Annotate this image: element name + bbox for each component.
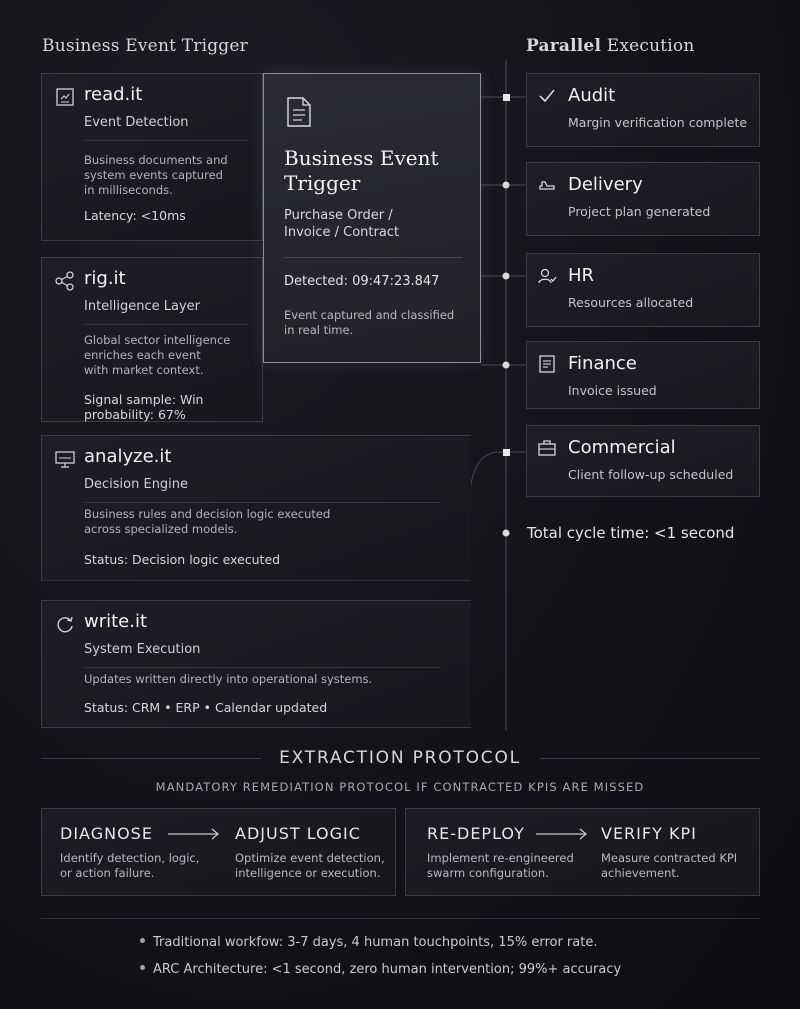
desc-line: achievement.	[601, 866, 680, 880]
step-desc	[601, 851, 737, 881]
users-icon	[537, 266, 557, 286]
stage-name: rig.it	[84, 268, 126, 289]
node-audit	[503, 94, 510, 101]
step-diagnose: DIAGNOSE	[60, 824, 153, 843]
divider	[84, 502, 441, 503]
desc-line: in milliseconds.	[84, 183, 173, 197]
stage-meta: Status: CRM • ERP • Calendar updated	[84, 700, 328, 715]
divider-bottom	[41, 918, 760, 919]
share-nodes-icon	[54, 270, 76, 292]
comparison-text: ARC Architecture: <1 second, zero human intervention; 99%+ accuracy	[153, 962, 622, 977]
total-cycle-time: Total cycle time: <1 second	[527, 524, 735, 542]
trigger-title-line: Trigger	[284, 171, 361, 195]
stage-name: analyze.it	[84, 446, 172, 467]
trigger-title-line: Business Event	[284, 146, 439, 170]
protocol-subtitle: MANDATORY REMEDIATION PROTOCOL IF CONTRACTED KPIS ARE MISSED	[155, 780, 645, 794]
stage-description	[84, 507, 330, 537]
node-finance	[503, 362, 510, 369]
bullet-dot	[140, 938, 145, 943]
parallel-name: Commercial	[568, 437, 676, 458]
parallel-subtitle: Invoice issued	[568, 383, 657, 398]
divider	[284, 257, 462, 258]
parallel-card-audit	[526, 73, 760, 147]
protocol-box-left	[41, 808, 396, 896]
bullet-dot	[140, 965, 145, 970]
divider	[84, 667, 441, 668]
parallel-card-finance	[526, 341, 760, 409]
desc-line: intelligence or execution.	[235, 866, 381, 880]
stage-card-read	[41, 73, 263, 241]
desc-line: across specialized models.	[84, 522, 238, 536]
node-total	[503, 530, 510, 537]
stage-name: read.it	[84, 84, 143, 105]
chart-icon	[54, 86, 76, 108]
right-title-bold: Parallel	[526, 36, 602, 56]
node-hr	[503, 273, 510, 280]
stage-description	[84, 153, 228, 198]
stage-meta: Latency: <10ms	[84, 208, 186, 223]
parallel-name: Audit	[568, 85, 616, 106]
parallel-subtitle: Margin verification complete	[568, 115, 748, 130]
desc-line: system events captured	[84, 168, 223, 182]
check-icon	[537, 86, 557, 106]
stage-meta: Signal sample: Win probability: 67%	[84, 392, 204, 422]
briefcase-icon	[537, 438, 557, 458]
parallel-card-delivery	[526, 162, 760, 236]
stage-description	[84, 333, 230, 378]
step-desc	[60, 851, 199, 881]
left-column-title: Business Event Trigger	[42, 36, 248, 56]
desc-line: Business rules and decision logic executed	[84, 507, 331, 521]
right-title-rest: Execution	[601, 36, 695, 56]
business-event-trigger-card	[263, 73, 481, 363]
parallel-subtitle: Project plan generated	[568, 204, 711, 219]
detected-timestamp: Detected: 09:47:23.847	[284, 274, 440, 289]
monitor-icon	[54, 448, 76, 470]
caption-line: in real time.	[284, 323, 354, 337]
step-desc	[427, 851, 574, 881]
stage-card-rig	[41, 257, 263, 422]
invoice-icon	[537, 354, 557, 374]
refresh-icon	[54, 613, 76, 635]
stage-description	[84, 672, 372, 687]
stage-meta: Status: Decision logic executed	[84, 552, 281, 567]
protocol-title: EXTRACTION PROTOCOL	[279, 748, 521, 768]
parallel-name: Finance	[568, 353, 637, 374]
desc-line: swarm configuration.	[427, 866, 549, 880]
step-redeploy: RE-DEPLOY	[427, 824, 525, 843]
caption-line: Event captured and classified	[284, 308, 455, 322]
desc-line: Global sector intelligence	[84, 333, 231, 347]
stage-subtitle: Event Detection	[84, 115, 189, 130]
stage-name: write.it	[84, 611, 148, 632]
divider	[84, 140, 248, 141]
comparison-text: Traditional workfow: 3-7 days, 4 human touchpoints, 15% error rate.	[153, 935, 598, 950]
desc-line: Updates written directly into operational systems.	[84, 672, 373, 686]
stage-subtitle: Decision Engine	[84, 477, 189, 492]
stage-card-analyze	[41, 435, 471, 580]
arrow-right-icon	[168, 828, 220, 840]
parallel-name: HR	[568, 265, 595, 286]
desc-line: or action failure.	[60, 866, 155, 880]
comparison-arc	[140, 962, 621, 977]
trigger-document-types	[284, 207, 464, 241]
desc-line: enriches each event	[84, 348, 201, 362]
step-verify-kpi: VERIFY KPI	[601, 824, 697, 843]
parallel-subtitle: Client follow-up scheduled	[568, 467, 734, 482]
step-desc	[235, 851, 385, 881]
desc-line: Identify detection, logic,	[60, 851, 200, 865]
arrow-right-icon	[536, 828, 588, 840]
node-commercial	[503, 449, 510, 456]
desc-line: Implement re-engineered	[427, 851, 574, 865]
step-adjust-logic: ADJUST LOGIC	[235, 824, 361, 843]
desc-line: with market context.	[84, 363, 204, 377]
desc-line: Optimize event detection,	[235, 851, 385, 865]
divider	[84, 324, 248, 325]
trigger-title	[284, 146, 464, 196]
stage-subtitle: Intelligence Layer	[84, 299, 201, 314]
desc-line: Measure contracted KPI	[601, 851, 738, 865]
protocol-box-right	[405, 808, 760, 896]
stage-subtitle: System Execution	[84, 642, 201, 657]
parallel-name: Delivery	[568, 174, 643, 195]
stage-card-write	[41, 600, 471, 728]
document-icon	[286, 96, 312, 128]
desc-line: Business documents and	[84, 153, 228, 167]
node-delivery	[503, 182, 510, 189]
parallel-subtitle: Resources allocated	[568, 295, 694, 310]
parallel-card-commercial	[526, 425, 760, 497]
comparison-traditional	[140, 935, 597, 950]
delivery-icon	[537, 175, 557, 195]
trigger-caption	[284, 308, 464, 338]
types-line: Purchase Order /	[284, 208, 393, 223]
parallel-card-hr	[526, 253, 760, 327]
types-line: Invoice / Contract	[284, 225, 400, 240]
